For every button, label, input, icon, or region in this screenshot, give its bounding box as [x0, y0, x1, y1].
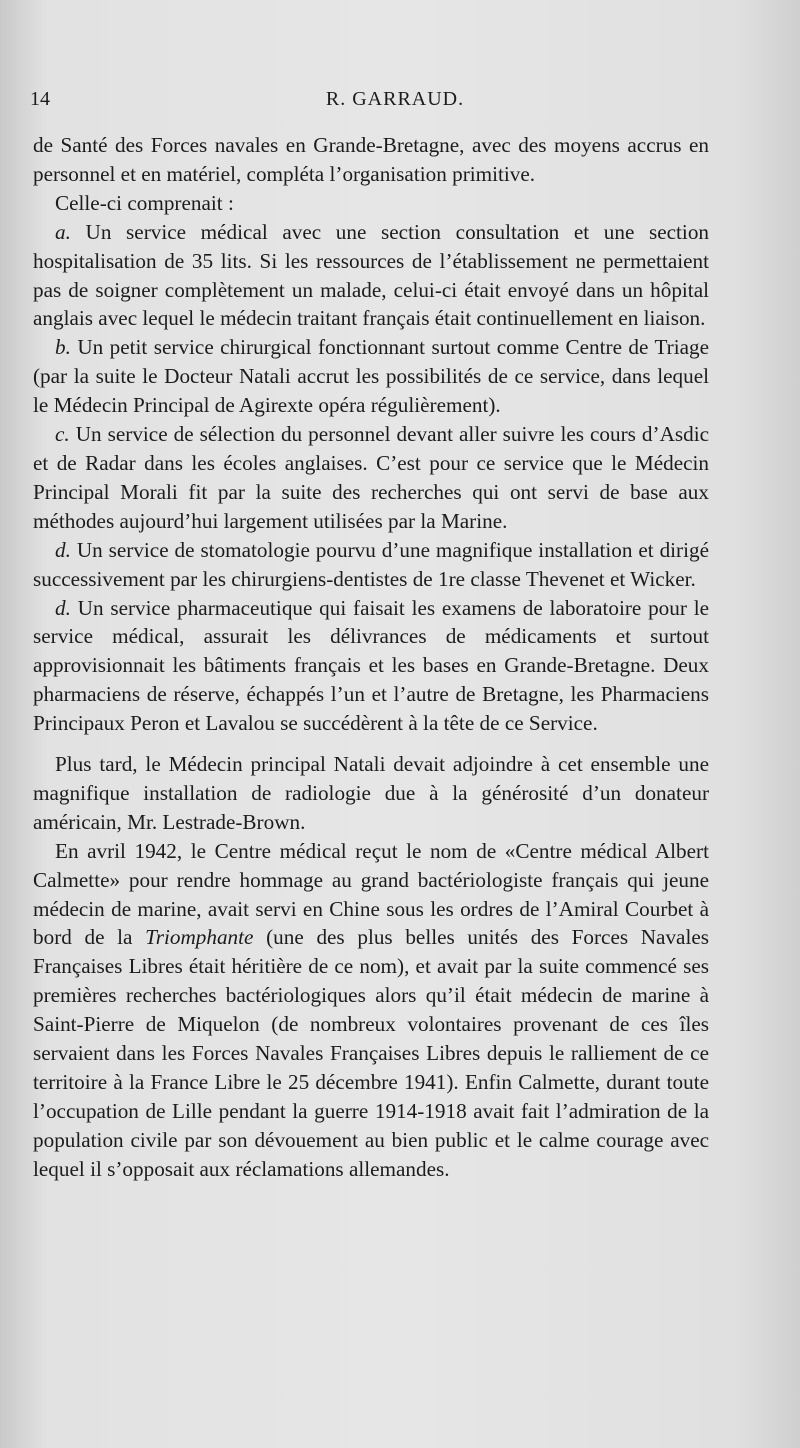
list-item-b	[33, 333, 709, 420]
paragraph-text: En avril 1942, le Centre médical reçut le nom de «Centre médical Albert Calmette» pour rendre hommage au grand bactériologiste français qui jeune médecin de marine, avait servi en Chine sous les ordres de l’Amiral Courbet à bord de la	[33, 838, 709, 950]
list-item-text: Un petit service chirurgical fonctionnant surtout comme Centre de Triage (par la suite le Docteur Natali accrut les possibilités de ce service, dans lequel le Médecin Principal de Agirexte opéra régulièrement).	[33, 335, 710, 418]
list-item-text: Un service pharmaceutique qui faisait les examens de laboratoire pour le service médical, assurait les délivrances de médicaments et surtout approvisionnait les bâtiments français et les bases en Grande-Bretagne. Deux pharmaciens de réserve, échappés l’un et l’autre de Bretagne, les Pharmaciens Principaux Peron et Lavalou se succédèrent à la tête de ce Service.	[33, 595, 709, 736]
list-item-d-stomatology	[33, 536, 709, 594]
paragraph-radiology: Plus tard, le Médecin principal Natali devait adjoindre à cet ensemble une magnifique installation de radiologie due à la générosité d’un donateur américain, Mr. Lestrade-Brown.	[33, 752, 709, 834]
list-item-text: Un service de stomatologie pourvu d’une magnifique installation et dirigé successivement par les chirurgiens-dentistes de 1re classe Thevenet et Wicker.	[33, 537, 710, 591]
page-number: 14	[30, 88, 50, 110]
list-item-label: a.	[55, 219, 71, 244]
paragraph-calmette	[33, 837, 709, 1184]
list-item-label: c.	[55, 422, 70, 447]
list-item-label: d.	[55, 537, 71, 562]
list-item-label: d.	[55, 595, 71, 620]
paragraph-text: (une des plus belles unités des Forces Navales Françaises Libres était héritière de ce nom), et avait par la suite commencé ses premières recherches bactériologiques alors qu’il était médecin de marine à Saint-Pierre de Miquelon (de nombreux volontaires provenant de ces îles servaient dans les Forces Navales Françaises Libres depuis le ralliement de ce territoire à la France Libre le 25 décembre 1941). Enfin Calmette, durant toute l’occupation de Lille pendant la guerre 1914-1918 avait fait l’admiration de la population civile par son dévouement au bien public et le calme courage avec lequel il s’opposait aux réclamations allemandes.	[33, 925, 709, 1181]
ship-name: Triomphante	[145, 925, 254, 950]
list-item-label: b.	[55, 335, 71, 360]
running-title: R. GARRAUD.	[325, 88, 465, 110]
body-text	[33, 131, 709, 1184]
list-item-text: Un service médical avec une section consultation et une section hospitalisation de 35 lits. Si les ressources de l’établissement ne permettaient pas de soigner complètement un malade, celui-ci était envoyé dans un hôpital anglais avec lequel le médecin traitant français était continuellement en liaison.	[33, 219, 710, 331]
list-item-d-pharmacy	[33, 594, 709, 739]
list-item-text: Un service de sélection du personnel devant aller suivre les cours d’Asdic et de Radar dans les écoles anglaises. C’est pour ce service que le Médecin Principal Morali fit par la suite des recherches qui ont servi de base aux méthodes aujourd’hui largement utilisées par la Marine.	[33, 422, 709, 533]
paragraph-gap	[33, 738, 709, 750]
list-item-a	[33, 218, 709, 334]
page-header	[30, 88, 760, 118]
list-item-c	[33, 420, 709, 536]
paragraph-intro: de Santé des Forces navales en Grande-Bretagne, avec des moyens accrus en personnel et en matériel, compléta l’organisation primitive.	[33, 133, 709, 186]
paragraph-list-lead: Celle-ci comprenait :	[55, 190, 234, 215]
